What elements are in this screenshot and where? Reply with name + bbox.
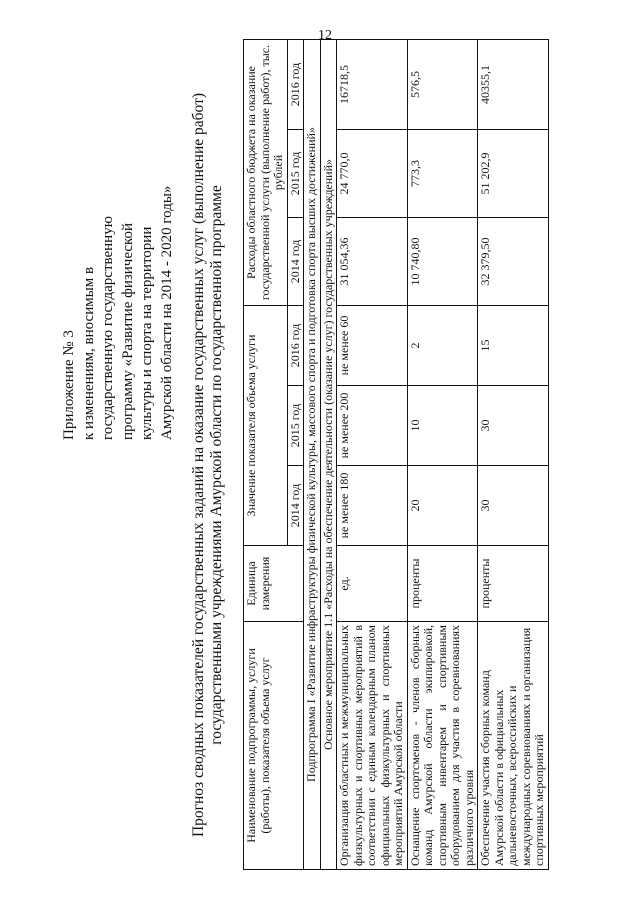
activity-title: Основное мероприятие 1.1 «Расходы на обеспечение деятельности (оказание услуг) государственных учреждений» bbox=[320, 39, 337, 869]
row-volume-2015: 10 bbox=[407, 386, 478, 466]
activity-row bbox=[320, 39, 337, 869]
row-unit: проценты bbox=[478, 546, 549, 622]
row-volume-2014: не менее 180 bbox=[337, 466, 408, 546]
row-volume-2014: 20 bbox=[407, 466, 478, 546]
row-budget-2016: 40355,1 bbox=[478, 39, 549, 129]
subprogram-row bbox=[304, 39, 321, 869]
row-name: Оснащение спортсменов - членов сборных команд Амурской области экипировкой, спортивным инвентарем и спортивным оборудованием для участия в соревнованиях различного уровня bbox=[407, 622, 478, 870]
header-unit: Единица измерения bbox=[244, 546, 304, 622]
appendix-line: Приложение № 3 bbox=[61, 330, 77, 440]
table-row bbox=[407, 39, 478, 869]
header-volume: Значение показателя объема услуги bbox=[244, 305, 288, 545]
year-header: 2014 год bbox=[287, 466, 304, 546]
table-row bbox=[478, 39, 549, 869]
table-row bbox=[337, 39, 408, 869]
row-budget-2015: 51 202,9 bbox=[478, 129, 549, 217]
appendix-line: Амурской области на 2014 - 2020 годы» bbox=[158, 185, 175, 440]
row-volume-2015: 30 bbox=[478, 386, 549, 466]
row-volume-2014: 30 bbox=[478, 466, 549, 546]
row-budget-2014: 10 740,80 bbox=[407, 217, 478, 305]
row-volume-2015: не менее 200 bbox=[337, 386, 408, 466]
row-budget-2015: 24 770,0 bbox=[337, 129, 408, 217]
header-budget: Расходы областного бюджета на оказание государственной услуги (выполнение работ), тыс. рублей bbox=[244, 39, 288, 305]
row-volume-2016: 15 bbox=[478, 305, 549, 385]
row-volume-2016: 2 bbox=[407, 305, 478, 385]
title-line: Прогноз сводных показателей государственных заданий на оказание государственных услуг (выполнение работ) bbox=[190, 92, 207, 838]
row-budget-2014: 32 379,50 bbox=[478, 217, 549, 305]
year-header: 2014 год bbox=[287, 217, 304, 305]
row-budget-2014: 31 054,36 bbox=[337, 217, 408, 305]
row-name: Организация областных и межмуниципальных физкультурных и спортивных мероприятий в соответствии с единым календарным планом официальных физкультурных и спортивных мероприятий Амурской области bbox=[337, 622, 408, 870]
row-budget-2015: 773,3 bbox=[407, 129, 478, 217]
header-name: Наименование подпрограммы, услуги (работы), показателя объема услуг bbox=[244, 622, 304, 870]
row-unit: проценты bbox=[407, 546, 478, 622]
appendix-line: программу «Развитие физической bbox=[119, 222, 136, 440]
year-header: 2015 год bbox=[287, 129, 304, 217]
appendix-line: государственную государственную bbox=[100, 216, 116, 440]
row-name: Обеспечение участия сборных команд Амурской области в официальных дальневосточных, всероссийских и международных соревнованиях и организация спортивных мероприятий bbox=[478, 622, 549, 870]
year-header: 2016 год bbox=[287, 305, 304, 385]
appendix-line: к изменениям, вносимым в bbox=[80, 266, 97, 440]
subprogram-title: Подпрограмма I «Развитие инфраструктуры физической культуры, массового спорта и подготовка спорта высших достижений» bbox=[304, 39, 321, 869]
row-budget-2016: 16718,5 bbox=[337, 39, 408, 129]
row-budget-2016: 576,5 bbox=[407, 39, 478, 129]
year-header: 2015 год bbox=[287, 386, 304, 466]
row-unit: ед. bbox=[337, 546, 408, 622]
forecast-table bbox=[243, 39, 549, 870]
title-line: государственными учреждениями Амурской области по государственной программе bbox=[208, 185, 225, 745]
document-title bbox=[190, 65, 226, 865]
header-row bbox=[244, 39, 288, 869]
appendix-line: культуры и спорта на территории bbox=[139, 226, 155, 440]
year-header: 2016 год bbox=[287, 39, 304, 129]
row-volume-2016: не менее 60 bbox=[337, 305, 408, 385]
appendix-block bbox=[60, 80, 177, 440]
page-number: 12 bbox=[318, 28, 332, 43]
